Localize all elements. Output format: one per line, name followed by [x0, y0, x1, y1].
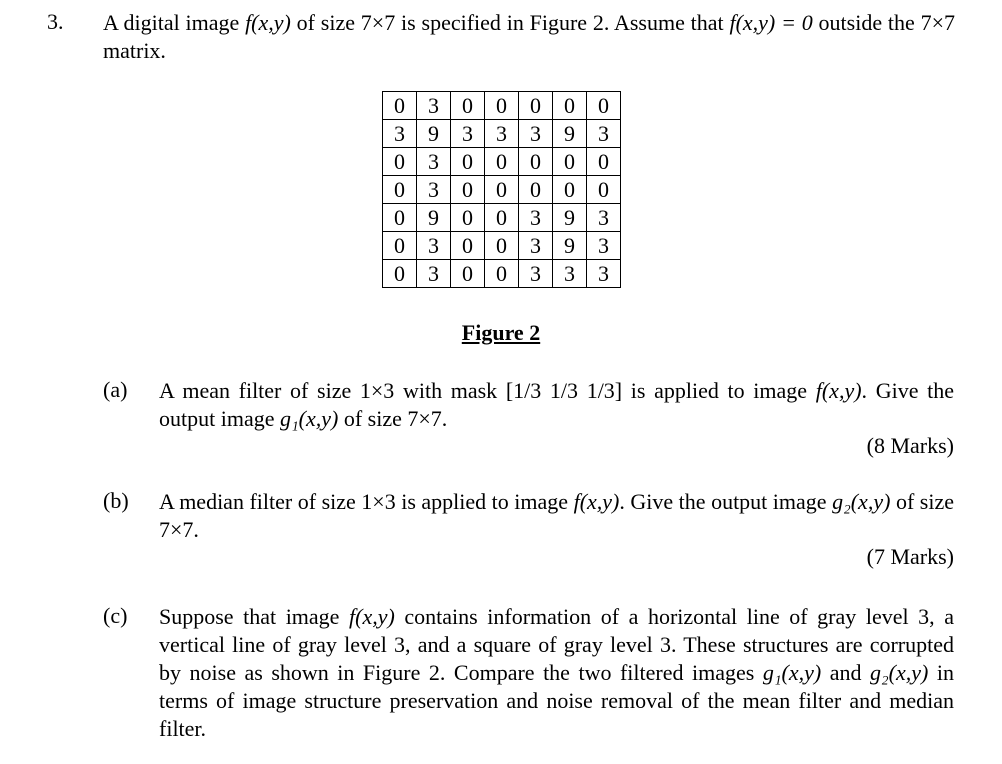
- matrix-cell: 9: [417, 204, 451, 232]
- matrix-cell: 9: [417, 120, 451, 148]
- matrix-cell: 0: [519, 148, 553, 176]
- part-b-math-2: g₂(x,y): [832, 489, 891, 514]
- matrix-cell: 3: [383, 120, 417, 148]
- part-c-text: [159, 603, 954, 743]
- matrix-cell: 0: [383, 176, 417, 204]
- matrix-cell: 0: [383, 148, 417, 176]
- matrix-cell: 0: [485, 204, 519, 232]
- part-b-text-2: . Give the output image: [619, 489, 833, 514]
- matrix-cell: 3: [519, 120, 553, 148]
- part-b-marks: (7 Marks): [866, 544, 954, 569]
- matrix-row: [383, 176, 621, 204]
- matrix-cell: 3: [587, 232, 621, 260]
- part-a-text-3: of size 7×7.: [338, 406, 448, 431]
- matrix-cell: 0: [451, 176, 485, 204]
- part-a-marks: (8 Marks): [866, 433, 954, 458]
- part-a-text-1: A mean filter of size 1×3 with mask [1/3 1/3 1/3] is applied to image: [159, 378, 816, 403]
- part-c-text-2: contains information of a horizontal line of gray level 3, a vertical line of gray level 3, and a square of gray level 3. These structures are corrupted by noise as shown in Figure 2. Compare the two filtered images: [159, 604, 955, 685]
- matrix-cell: 3: [587, 260, 621, 288]
- part-b-label: (b): [103, 488, 129, 513]
- matrix-cell: 3: [417, 148, 451, 176]
- matrix-cell: 0: [451, 92, 485, 120]
- part-c-text-4: in terms of image structure preservation and noise removal of the mean filter and median filter.: [159, 660, 954, 741]
- intro-text-2: of size 7×7 is specified in Figure 2. Assume that: [290, 10, 730, 35]
- matrix-cell: 0: [383, 92, 417, 120]
- matrix-cell: 0: [587, 148, 621, 176]
- part-c-text-3: and: [821, 660, 871, 685]
- part-a-math-1: f(x,y): [815, 378, 862, 403]
- matrix-cell: 0: [383, 232, 417, 260]
- part-b-math-1: f(x,y): [573, 489, 620, 514]
- part-a-text-2: . Give the output image: [159, 378, 954, 431]
- matrix-cell: 3: [417, 176, 451, 204]
- part-c-text-1: Suppose that image: [159, 604, 350, 629]
- matrix-row: [383, 92, 621, 120]
- matrix-row: [383, 148, 621, 176]
- part-c-math-1: f(x,y): [349, 604, 395, 629]
- matrix-cell: 0: [383, 204, 417, 232]
- matrix-row: [383, 260, 621, 288]
- matrix-cell: 9: [553, 232, 587, 260]
- matrix-cell: 0: [451, 204, 485, 232]
- matrix-cell: 0: [553, 148, 587, 176]
- matrix-cell: 3: [519, 232, 553, 260]
- part-a-math-2: g₁(x,y): [279, 406, 339, 431]
- matrix-cell: 3: [587, 204, 621, 232]
- intro-math-fxy: f(x,y): [245, 10, 291, 35]
- matrix-cell: 0: [485, 92, 519, 120]
- part-a-text: [159, 377, 954, 433]
- matrix-cell: 0: [587, 92, 621, 120]
- matrix-cell: 0: [485, 260, 519, 288]
- matrix-cell: 0: [451, 260, 485, 288]
- matrix-cell: 0: [485, 148, 519, 176]
- part-b-text-3: of size 7×7.: [159, 489, 954, 542]
- matrix-cell: 3: [485, 120, 519, 148]
- part-a-label: (a): [103, 377, 128, 402]
- part-b-text-1: A median filter of size 1×3 is applied to image: [159, 489, 574, 514]
- matrix-cell: 0: [485, 176, 519, 204]
- question-intro: [103, 9, 955, 65]
- intro-text-3: outside the 7×7 matrix.: [103, 10, 955, 63]
- matrix-cell: 0: [451, 148, 485, 176]
- matrix-cell: 9: [553, 204, 587, 232]
- matrix-cell: 0: [519, 92, 553, 120]
- part-c-math-2: g₁(x,y): [762, 660, 822, 685]
- matrix-cell: 0: [519, 176, 553, 204]
- matrix-cell: 0: [553, 92, 587, 120]
- matrix-cell: 3: [451, 120, 485, 148]
- matrix-cell: 3: [417, 260, 451, 288]
- matrix-cell: 3: [519, 204, 553, 232]
- figure-2-matrix: [382, 91, 621, 288]
- matrix-row: [383, 204, 621, 232]
- matrix-cell: 0: [451, 232, 485, 260]
- matrix-cell: 0: [383, 260, 417, 288]
- matrix-cell: 0: [587, 176, 621, 204]
- matrix-cell: 0: [553, 176, 587, 204]
- intro-text-1: A digital image: [103, 10, 246, 35]
- matrix-cell: 3: [519, 260, 553, 288]
- matrix-cell: 0: [485, 232, 519, 260]
- part-b-text: [159, 488, 954, 544]
- matrix-row: [383, 120, 621, 148]
- matrix-cell: 3: [417, 92, 451, 120]
- part-c-label: (c): [103, 603, 128, 628]
- matrix-cell: 3: [553, 260, 587, 288]
- question-number: 3.: [47, 9, 64, 34]
- intro-math-fxy-eq: f(x,y) = 0: [729, 10, 813, 35]
- matrix-cell: 3: [587, 120, 621, 148]
- figure-caption: Figure 2: [461, 320, 541, 345]
- matrix-cell: 3: [417, 232, 451, 260]
- matrix-body: [383, 92, 621, 288]
- part-c-math-3: g₂(x,y): [870, 660, 929, 685]
- matrix-row: [383, 232, 621, 260]
- matrix-cell: 9: [553, 120, 587, 148]
